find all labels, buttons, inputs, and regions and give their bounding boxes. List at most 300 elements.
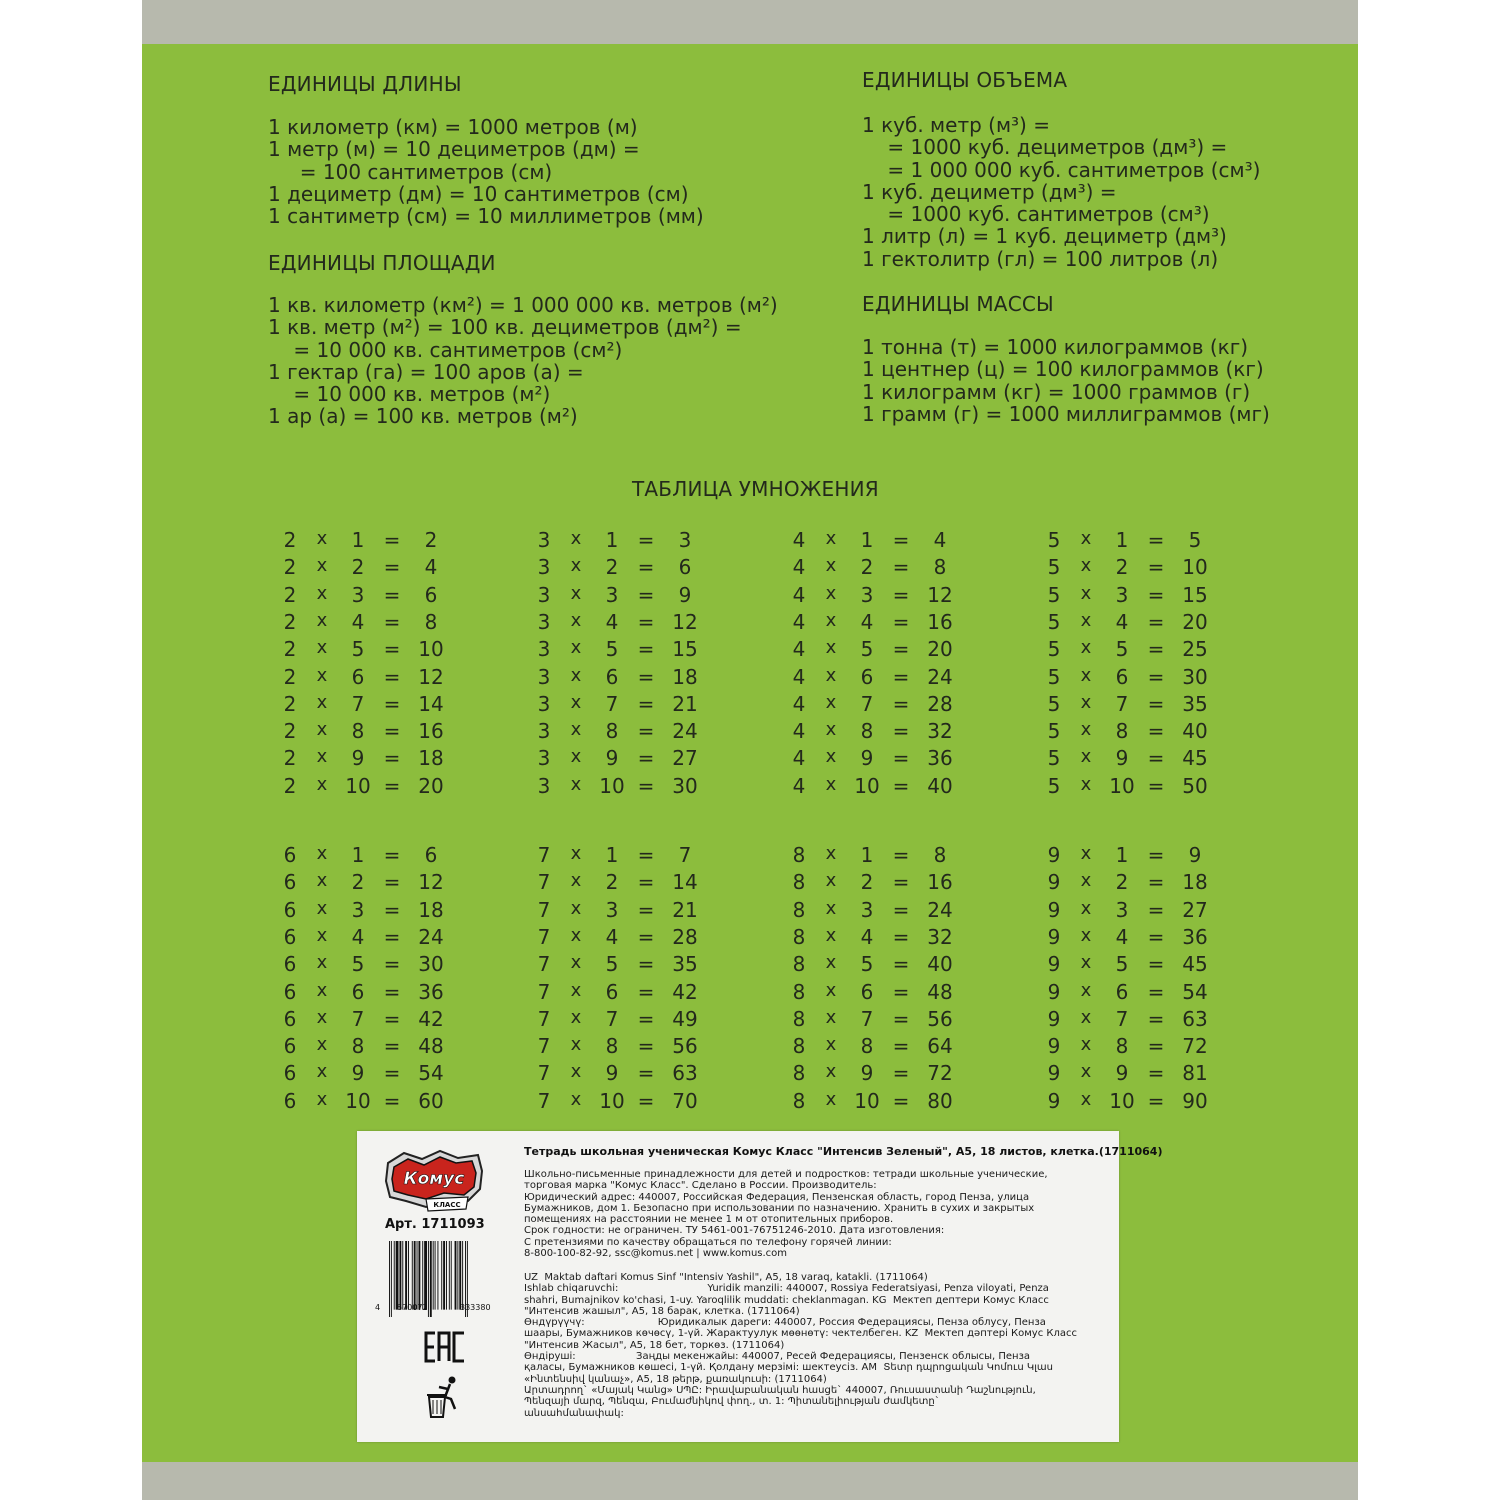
multiplication-row xyxy=(786,843,986,870)
equals-sign: = xyxy=(892,897,910,922)
times-sign: x xyxy=(1080,843,1092,864)
length-unit-line: 1 километр (км) = 1000 метров (м) xyxy=(268,115,638,139)
times-sign: x xyxy=(316,924,328,946)
times-sign: x xyxy=(316,773,328,795)
factor-b: 4 xyxy=(860,924,874,949)
product: 72 xyxy=(1182,1034,1208,1059)
multiplication-row xyxy=(1041,555,1241,582)
equals-sign: = xyxy=(1147,582,1165,607)
factor-b: 3 xyxy=(1115,897,1129,922)
barcode-bar xyxy=(435,1241,436,1310)
times-sign: x xyxy=(825,746,837,768)
multiplication-row xyxy=(1041,843,1241,870)
factor-b: 4 xyxy=(605,924,619,949)
times-sign: x xyxy=(316,582,328,604)
label-intl-line: «Ինտենսիվ կանաչ», A5, 18 թերթ, քառակուսի: (1711064) xyxy=(524,1373,827,1385)
mass-unit-line: 1 килограмм (кг) = 1000 граммов (г) xyxy=(862,379,1251,404)
times-sign: x xyxy=(825,1061,837,1083)
times-sign: x xyxy=(316,1061,328,1083)
factor-b: 4 xyxy=(1115,609,1129,634)
mass-unit-line: 1 тонна (т) = 1000 килограммов (кг) xyxy=(862,335,1249,359)
factor-b: 2 xyxy=(860,555,874,580)
equals-sign: = xyxy=(1147,637,1165,662)
factor-b: 2 xyxy=(605,555,619,580)
factor-b: 9 xyxy=(860,1061,874,1086)
barcode-bar xyxy=(424,1241,427,1310)
equals-sign: = xyxy=(892,664,910,689)
length-unit-line: 1 метр (м) = 10 дециметров (дм) = xyxy=(268,137,640,162)
factor-b: 6 xyxy=(351,664,365,689)
product: 64 xyxy=(927,1034,953,1059)
factor-b: 3 xyxy=(1115,582,1129,607)
equals-sign: = xyxy=(383,897,401,922)
factor-b: 7 xyxy=(1115,1006,1129,1031)
barcode-bar xyxy=(449,1241,450,1310)
product: 48 xyxy=(927,979,953,1004)
factor-b: 10 xyxy=(345,773,371,798)
multiplication-row xyxy=(277,925,477,952)
multiplication-row xyxy=(786,870,986,897)
multiplication-row xyxy=(277,898,477,925)
dispose-in-bin-icon xyxy=(425,1375,463,1419)
equals-sign: = xyxy=(637,664,655,689)
product: 27 xyxy=(672,746,698,771)
multiplication-row xyxy=(277,665,477,692)
factor-a: 2 xyxy=(283,637,297,662)
times-sign: x xyxy=(570,746,582,768)
equals-sign: = xyxy=(1147,979,1165,1004)
label-intl-line: անսահմանափակ: xyxy=(524,1407,624,1419)
factor-a: 8 xyxy=(792,979,806,1004)
multiplication-row xyxy=(531,610,731,637)
factor-b: 1 xyxy=(1115,843,1129,867)
factor-b: 8 xyxy=(351,1034,365,1059)
factor-a: 8 xyxy=(792,1006,806,1031)
factor-a: 7 xyxy=(537,870,551,895)
label-ru-line: 8-800-100-82-92, ssc@komus.net | www.komus.com xyxy=(524,1248,788,1260)
equals-sign: = xyxy=(892,773,910,798)
factor-b: 5 xyxy=(860,952,874,977)
volume-unit-line: = 1 000 000 куб. сантиметров (см³) xyxy=(862,157,1261,182)
barcode-bar xyxy=(396,1241,399,1310)
factor-b: 5 xyxy=(605,637,619,662)
product: 50 xyxy=(1182,773,1208,798)
volume-unit-line: = 1000 куб. сантиметров (см³) xyxy=(862,202,1210,227)
factor-a: 5 xyxy=(1047,691,1061,716)
factor-b: 8 xyxy=(605,1034,619,1059)
multiplication-row xyxy=(786,637,986,664)
barcode-bar xyxy=(433,1241,434,1310)
equals-sign: = xyxy=(892,609,910,634)
article-number: Арт. 1711093 xyxy=(385,1217,485,1232)
equals-sign: = xyxy=(1147,897,1165,922)
label-intl-line: Ishlab chiqaruvchi: Yuridik manzili: 440007, Rossiya Federatsiyasi, Penza viloyati, Penza xyxy=(524,1283,1049,1295)
product: 18 xyxy=(1182,870,1208,895)
label-intl-line: Պենզայի մարզ, Պենզա, Բումաժնիկով փող., տ. 1: Պիտանելիության ժամկետը` xyxy=(524,1396,940,1408)
multiplication-row xyxy=(786,610,986,637)
product: 4 xyxy=(424,555,438,580)
multiplication-row xyxy=(531,980,731,1007)
product: 45 xyxy=(1182,952,1208,977)
equals-sign: = xyxy=(383,924,401,949)
factor-a: 9 xyxy=(1047,843,1061,867)
times-sign: x xyxy=(825,528,837,549)
factor-b: 3 xyxy=(351,582,365,607)
times-sign: x xyxy=(825,664,837,686)
equals-sign: = xyxy=(637,719,655,744)
product: 12 xyxy=(418,870,444,895)
label-ru-line: С претензиями по качеству обращаться по телефону горячей линии: xyxy=(524,1236,892,1248)
factor-a: 6 xyxy=(283,1006,297,1031)
factor-a: 5 xyxy=(1047,719,1061,744)
factor-b: 4 xyxy=(351,609,365,634)
factor-a: 2 xyxy=(283,719,297,744)
factor-a: 7 xyxy=(537,924,551,949)
factor-a: 9 xyxy=(1047,870,1061,895)
factor-b: 8 xyxy=(351,719,365,744)
times-sign: x xyxy=(316,979,328,1001)
product: 18 xyxy=(672,664,698,689)
factor-b: 8 xyxy=(605,719,619,744)
label-ru-line: Бумажников, дом 1. Безопасно при использовании по назначению. Хранить в сухих и закрытых xyxy=(524,1202,1035,1214)
product: 8 xyxy=(933,555,947,580)
equals-sign: = xyxy=(1147,746,1165,771)
factor-a: 5 xyxy=(1047,582,1061,607)
label-intl-line: UZ Maktab daftari Komus Sinf "Intensiv Yashil", A5, 18 varaq, katakli. (1711064) xyxy=(524,1272,928,1283)
area-unit-line: = 10 000 кв. сантиметров (см²) xyxy=(268,337,623,362)
factor-b: 8 xyxy=(860,719,874,744)
multiplication-row xyxy=(1041,1089,1241,1116)
multiplication-row xyxy=(531,1034,731,1061)
times-sign: x xyxy=(570,773,582,795)
product-label xyxy=(357,1131,1163,1442)
factor-a: 2 xyxy=(283,582,297,607)
multiplication-row xyxy=(531,1061,731,1088)
product-description-intl xyxy=(524,1272,1077,1419)
times-sign: x xyxy=(1080,637,1092,659)
factor-a: 4 xyxy=(792,746,806,771)
barcode-bar xyxy=(457,1241,458,1310)
equals-sign: = xyxy=(1147,924,1165,949)
equals-sign: = xyxy=(637,924,655,949)
equals-sign: = xyxy=(383,609,401,634)
factor-b: 10 xyxy=(1109,1088,1135,1113)
multiplication-row xyxy=(277,980,477,1007)
equals-sign: = xyxy=(383,1006,401,1031)
equals-sign: = xyxy=(637,1034,655,1059)
barcode-bar xyxy=(437,1241,438,1310)
factor-b: 3 xyxy=(605,897,619,922)
product: 24 xyxy=(672,719,698,744)
times-sign: x xyxy=(1080,1061,1092,1083)
multiplication-row xyxy=(531,925,731,952)
equals-sign: = xyxy=(383,870,401,895)
multiplication-row xyxy=(531,637,731,664)
barcode-bar xyxy=(430,1241,432,1317)
multiplication-row xyxy=(277,637,477,664)
equals-sign: = xyxy=(637,952,655,977)
multiplication-row xyxy=(786,692,986,719)
product: 70 xyxy=(672,1088,698,1113)
factor-a: 7 xyxy=(537,1006,551,1031)
factor-b: 7 xyxy=(351,691,365,716)
times-sign: x xyxy=(316,1006,328,1028)
factor-b: 2 xyxy=(860,870,874,895)
equals-sign: = xyxy=(637,691,655,716)
times-sign: x xyxy=(316,691,328,713)
factor-b: 9 xyxy=(351,746,365,771)
barcode-digits-left: 670072 xyxy=(397,1303,428,1312)
product: 6 xyxy=(424,582,438,607)
volume-unit-line: 1 гектолитр (гл) = 100 литров (л) xyxy=(862,246,1219,271)
eac-mark-icon xyxy=(423,1327,467,1367)
label-ru-line: Школьно-письменные принадлежности для детей и подростков: тетради школьные ученические, xyxy=(524,1169,1048,1180)
product: 20 xyxy=(1182,609,1208,634)
multiplication-row xyxy=(531,528,731,555)
times-sign: x xyxy=(316,897,328,919)
factor-b: 5 xyxy=(351,952,365,977)
factor-b: 2 xyxy=(1115,870,1129,895)
product: 36 xyxy=(1182,924,1208,949)
product: 48 xyxy=(418,1034,444,1059)
equals-sign: = xyxy=(637,1061,655,1086)
times-sign: x xyxy=(570,952,582,974)
factor-b: 5 xyxy=(860,637,874,662)
product: 60 xyxy=(418,1088,444,1113)
length-unit-line: 1 дециметр (дм) = 10 сантиметров (см) xyxy=(268,181,689,206)
factor-a: 2 xyxy=(283,528,297,552)
barcode-bar xyxy=(418,1241,420,1310)
product: 49 xyxy=(672,1006,698,1031)
product: 30 xyxy=(672,773,698,798)
product: 90 xyxy=(1182,1088,1208,1113)
factor-b: 6 xyxy=(351,979,365,1004)
factor-b: 3 xyxy=(351,897,365,922)
equals-sign: = xyxy=(892,637,910,662)
multiplication-row xyxy=(531,746,731,773)
length-unit-line: = 100 сантиметров (см) xyxy=(268,159,553,184)
multiplication-row xyxy=(1041,637,1241,664)
times-sign: x xyxy=(316,746,328,768)
multiplication-row xyxy=(1041,774,1241,801)
times-sign: x xyxy=(570,664,582,686)
factor-b: 5 xyxy=(1115,952,1129,977)
factor-a: 7 xyxy=(537,979,551,1004)
label-ru-line: торговая марка "Комус Класс". Сделано в России. Производитель: xyxy=(524,1180,877,1192)
times-sign: x xyxy=(1080,719,1092,741)
factor-a: 2 xyxy=(283,555,297,580)
multiplication-row xyxy=(531,1089,731,1116)
equals-sign: = xyxy=(637,1088,655,1113)
label-ru-line: помещениях на расстоянии не менее 1 м от отопительных приборов. xyxy=(524,1214,894,1226)
product: 63 xyxy=(1182,1006,1208,1031)
equals-sign: = xyxy=(383,979,401,1004)
equals-sign: = xyxy=(637,746,655,771)
factor-a: 4 xyxy=(792,528,806,552)
multiplication-row xyxy=(531,583,731,610)
area-unit-line: 1 кв. метр (м²) = 100 кв. дециметров (дм²) = xyxy=(268,315,742,340)
multiplication-row xyxy=(786,1034,986,1061)
product: 25 xyxy=(1182,637,1208,662)
equals-sign: = xyxy=(637,1006,655,1031)
factor-b: 7 xyxy=(860,691,874,716)
factor-b: 9 xyxy=(860,746,874,771)
times-sign: x xyxy=(1080,979,1092,1001)
barcode-bar xyxy=(441,1241,442,1310)
times-sign: x xyxy=(825,979,837,1001)
multiplication-row xyxy=(277,774,477,801)
volume-unit-line: 1 литр (л) = 1 куб. дециметр (дм³) xyxy=(862,224,1227,249)
product-title: Тетрадь школьная ученическая Комус Класс "Интенсив Зеленый", А5, 18 листов, клетка.(1711064) xyxy=(524,1145,1163,1158)
factor-a: 8 xyxy=(792,952,806,977)
area-units-heading: ЕДИНИЦЫ ПЛОЩАДИ xyxy=(268,251,496,275)
product: 2 xyxy=(424,528,438,552)
times-sign: x xyxy=(825,719,837,741)
multiplication-row xyxy=(277,528,477,555)
factor-a: 6 xyxy=(283,843,297,867)
product-description-ru xyxy=(524,1169,1048,1259)
times-sign: x xyxy=(316,719,328,741)
equals-sign: = xyxy=(637,609,655,634)
equals-sign: = xyxy=(383,637,401,662)
equals-sign: = xyxy=(1147,528,1165,552)
equals-sign: = xyxy=(383,555,401,580)
factor-a: 9 xyxy=(1047,1061,1061,1086)
factor-a: 9 xyxy=(1047,952,1061,977)
times-sign: x xyxy=(316,1088,328,1110)
factor-b: 2 xyxy=(605,870,619,895)
product: 63 xyxy=(672,1061,698,1086)
factor-b: 3 xyxy=(860,897,874,922)
product: 12 xyxy=(418,664,444,689)
factor-b: 9 xyxy=(1115,1061,1129,1086)
label-intl-line: shahri, Bumajnikov ko'chasi, 1-uy. Yaroqlilik muddati: cheklanmagan. KG Мектеп дептери Комус Класс xyxy=(524,1294,1049,1306)
factor-a: 4 xyxy=(792,664,806,689)
equals-sign: = xyxy=(1147,609,1165,634)
multiplication-row xyxy=(531,665,731,692)
product: 18 xyxy=(418,746,444,771)
times-sign: x xyxy=(825,609,837,631)
factor-b: 5 xyxy=(605,952,619,977)
multiplication-row xyxy=(531,952,731,979)
multiplication-row xyxy=(277,870,477,897)
label-ru-line: Юридический адрес: 440007, Российская Федерация, Пензенская область, город Пенза, улица xyxy=(524,1191,1030,1203)
times-sign: x xyxy=(570,609,582,631)
multiplication-row xyxy=(531,719,731,746)
label-intl-line: қаласы, Бумажников көшесі, 1-үй. Қолдану мерзімі: шектеусіз. AM Տետր դպրոցական Կոմուս Կլաս xyxy=(524,1362,1053,1374)
times-sign: x xyxy=(825,773,837,795)
multiplication-row xyxy=(1041,1061,1241,1088)
equals-sign: = xyxy=(637,979,655,1004)
equals-sign: = xyxy=(383,1088,401,1113)
product: 36 xyxy=(418,979,444,1004)
factor-a: 2 xyxy=(283,609,297,634)
multiplication-row xyxy=(531,1007,731,1034)
logo-brand-text: Комус xyxy=(403,1169,465,1189)
factor-b: 1 xyxy=(860,528,874,552)
equals-sign: = xyxy=(383,664,401,689)
equals-sign: = xyxy=(1147,773,1165,798)
factor-b: 9 xyxy=(605,746,619,771)
multiplication-row xyxy=(1041,925,1241,952)
product: 15 xyxy=(672,637,698,662)
factor-a: 4 xyxy=(792,773,806,798)
equals-sign: = xyxy=(1147,843,1165,867)
multiplication-row xyxy=(1041,610,1241,637)
times-sign: x xyxy=(570,555,582,577)
multiplication-row xyxy=(277,583,477,610)
factor-a: 8 xyxy=(792,1088,806,1113)
times-sign: x xyxy=(316,870,328,892)
equals-sign: = xyxy=(892,1088,910,1113)
multiplication-row xyxy=(1041,692,1241,719)
equals-sign: = xyxy=(1147,952,1165,977)
multiplication-row xyxy=(1041,719,1241,746)
factor-b: 6 xyxy=(1115,664,1129,689)
equals-sign: = xyxy=(637,582,655,607)
equals-sign: = xyxy=(892,870,910,895)
times-sign: x xyxy=(1080,924,1092,946)
factor-b: 5 xyxy=(351,637,365,662)
times-sign: x xyxy=(570,1088,582,1110)
multiplication-row xyxy=(531,774,731,801)
factor-b: 7 xyxy=(605,691,619,716)
times-sign: x xyxy=(316,952,328,974)
label-intl-line: Өндүрүүчү: Юридикалык дареги: 440007, Россия Федерациясы, Пенза облусу, Пенза xyxy=(524,1317,1046,1329)
volume-unit-line: 1 куб. дециметр (дм³) = xyxy=(862,179,1117,204)
equals-sign: = xyxy=(637,897,655,922)
factor-b: 10 xyxy=(599,1088,625,1113)
factor-a: 3 xyxy=(537,719,551,744)
product: 15 xyxy=(1182,582,1208,607)
equals-sign: = xyxy=(383,719,401,744)
factor-a: 6 xyxy=(283,870,297,895)
area-unit-line: 1 ар (а) = 100 кв. метров (м²) xyxy=(268,404,578,429)
multiplication-row xyxy=(1041,952,1241,979)
equals-sign: = xyxy=(892,528,910,552)
times-sign: x xyxy=(825,952,837,974)
product: 12 xyxy=(672,609,698,634)
multiplication-row xyxy=(786,952,986,979)
times-sign: x xyxy=(570,1006,582,1028)
factor-b: 6 xyxy=(605,979,619,1004)
factor-b: 6 xyxy=(605,664,619,689)
factor-a: 8 xyxy=(792,897,806,922)
factor-b: 9 xyxy=(605,1061,619,1086)
equals-sign: = xyxy=(383,691,401,716)
product: 24 xyxy=(927,897,953,922)
times-sign: x xyxy=(1080,691,1092,713)
product: 14 xyxy=(672,870,698,895)
factor-b: 7 xyxy=(351,1006,365,1031)
factor-b: 1 xyxy=(605,843,619,867)
factor-a: 4 xyxy=(792,582,806,607)
factor-a: 9 xyxy=(1047,897,1061,922)
length-units-list xyxy=(268,116,704,227)
barcode-bar xyxy=(414,1241,416,1310)
product: 9 xyxy=(1188,843,1202,867)
multiplication-row xyxy=(531,555,731,582)
equals-sign: = xyxy=(892,952,910,977)
factor-a: 9 xyxy=(1047,924,1061,949)
times-sign: x xyxy=(825,870,837,892)
factor-a: 3 xyxy=(537,664,551,689)
factor-b: 7 xyxy=(605,1006,619,1031)
equals-sign: = xyxy=(1147,1006,1165,1031)
times-sign: x xyxy=(570,870,582,892)
factor-b: 10 xyxy=(1109,773,1135,798)
factor-b: 10 xyxy=(854,773,880,798)
